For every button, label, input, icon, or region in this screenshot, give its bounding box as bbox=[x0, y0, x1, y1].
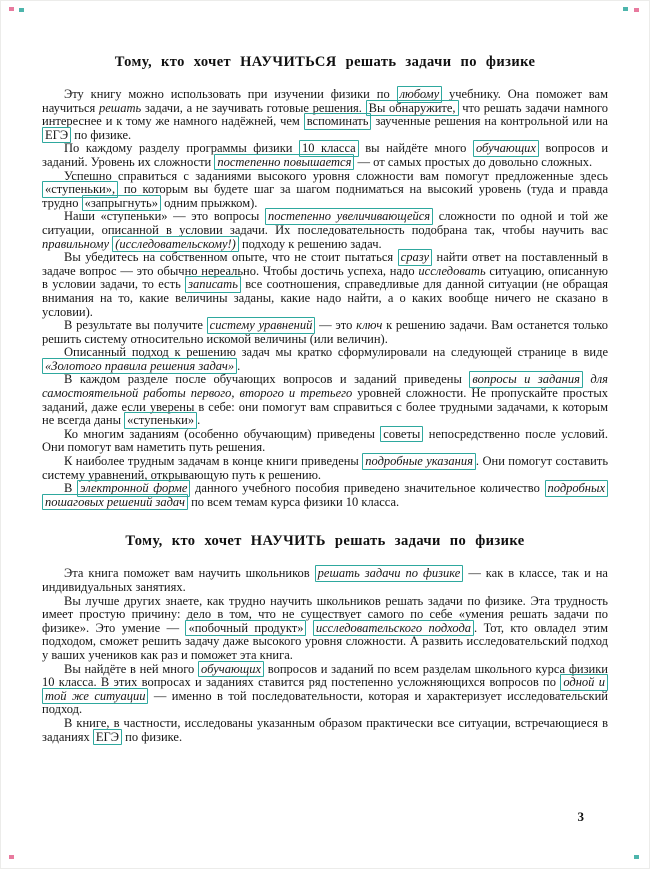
text-segment: В bbox=[64, 481, 77, 496]
text-segment bbox=[306, 621, 312, 635]
text-segment: все соотношения, справедливые для данной ситуации (не обращая внимания на то, какие величины заданы, какие надо найти, а о каких вообще ничего не сказано в условии). bbox=[42, 277, 608, 319]
text-segment: ситуацию, описанную в условии задачи, то есть bbox=[42, 263, 609, 292]
text-segment: исследовать bbox=[418, 263, 486, 278]
paragraph bbox=[42, 88, 608, 142]
text-segment: Эту книгу можно использовать при изучении физики по bbox=[64, 87, 397, 101]
text-segment: Наши «ступеньки» — это вопросы bbox=[64, 209, 265, 224]
text-segment: что решать задачи намного интереснее и к тому же намного надёжней, чем bbox=[42, 100, 608, 129]
text-segment: уровней сложности. Не пропускайте простых заданий, даже если уверены в себе: они помогут вам справиться с более трудными задачами, к которым не всегда даны bbox=[42, 386, 608, 428]
highlight-box: сразу bbox=[398, 249, 432, 266]
highlight-box: постепенно повышается bbox=[214, 154, 354, 171]
text-segment: — как в классе, так и на индивидуальных занятиях. bbox=[42, 566, 608, 594]
text-segment: Описанный подход к решению задач мы кратко сформулировали на следующей странице в виде bbox=[64, 345, 608, 360]
text-segment: . Они помогут составить систему уравнений, открывающую путь к решению. bbox=[42, 454, 609, 482]
paragraph bbox=[42, 455, 608, 482]
highlight-box: «Золотого правила решения задач» bbox=[42, 358, 237, 375]
text-segment: Ко многим заданиям (особенно обучающим) приведены bbox=[64, 426, 381, 441]
page-number: 3 bbox=[577, 809, 584, 824]
paragraph bbox=[42, 319, 608, 346]
highlight-box: ЕГЭ bbox=[93, 729, 122, 746]
highlight-box: записать bbox=[185, 276, 241, 293]
highlight-box: постепенно увеличивающейся bbox=[265, 208, 433, 225]
text-segment: Вы убедитесь на собственном опыте, что не стоит пытаться bbox=[64, 250, 398, 265]
paragraph bbox=[42, 595, 608, 663]
text-segment: к решению задачи. Вам останется только решить систему относительно искомой величины (или величин). bbox=[42, 318, 608, 346]
text-segment: по которым вы будете шаг за шагом подниматься на высокий уровень (туда и правда трудно bbox=[42, 182, 608, 210]
text-segment: В книге, в частности, исследованы указанным образом практически все ситуации, встречающиеся в заданиях bbox=[42, 715, 608, 744]
corner-mark bbox=[634, 855, 639, 859]
highlight-box: «ступеньки», bbox=[42, 181, 118, 198]
paragraph bbox=[42, 170, 608, 211]
highlight-box: (исследовательскому!) bbox=[112, 236, 239, 253]
section-heading: Тому, кто хочет НАУЧИТЬ решать задачи по физике bbox=[125, 533, 525, 550]
text-segment: — именно в той последовательности, которая и характеризует исследовательский подход. bbox=[42, 688, 608, 717]
corner-mark bbox=[634, 8, 639, 12]
text-segment: найти ответ на поставленный в задаче вопрос — это обычно нереально. Чтобы достичь успеха, надо bbox=[42, 250, 609, 278]
section-heading: Тому, кто хочет НАУЧИТЬСЯ решать задачи по физике bbox=[114, 54, 536, 70]
text-segment: сложности по одной и той же ситуации, описанной в условии задачи. Их последовательность подобрана так, чтобы научить вас bbox=[42, 209, 608, 237]
highlight-box: 10 класса bbox=[299, 140, 359, 157]
highlight-box: одной и той же ситуации bbox=[42, 674, 608, 704]
text-segment: По каждому разделу программы физики bbox=[64, 141, 299, 156]
text-segment: одним прыжком). bbox=[160, 195, 258, 210]
corner-mark bbox=[9, 7, 14, 11]
highlight-box: ЕГЭ bbox=[42, 127, 71, 144]
text-segment: по всем темам курса физики 10 класса. bbox=[187, 494, 400, 509]
highlight-box: любому bbox=[397, 86, 443, 103]
highlight-box: исследовательского подхода bbox=[313, 620, 474, 637]
paragraph bbox=[42, 251, 608, 319]
paragraph bbox=[42, 482, 608, 509]
text-segment: вы найдёте много bbox=[358, 141, 473, 156]
text-segment: подходу к решению задач. bbox=[238, 236, 382, 251]
highlight-box: вопросы и задания bbox=[469, 371, 583, 388]
text-segment: . bbox=[197, 413, 201, 428]
text-segment: — от самых простых до довольно сложных. bbox=[354, 154, 593, 169]
text-segment: Эта книга поможет вам научить школьников bbox=[64, 566, 315, 581]
highlight-box: систему уравнений bbox=[207, 317, 316, 334]
text-segment: по физике. bbox=[71, 127, 132, 142]
text-segment: . bbox=[237, 358, 241, 373]
sections-container bbox=[42, 54, 608, 744]
text-segment: данного учебного пособия приведено значительное количество bbox=[190, 481, 545, 496]
highlight-box: советы bbox=[380, 426, 423, 443]
paragraph bbox=[42, 567, 608, 594]
text-segment: вопросов и заданий. Уровень их сложности bbox=[42, 141, 609, 169]
text-segment: по физике. bbox=[122, 729, 183, 744]
text-segment: вопросов и заданий по всем разделам школьного курса физики 10 класса. В этих вопросах и заданиях ставится ряд постепенно усложняющихся вопросов по bbox=[42, 661, 608, 690]
highlight-box: решать задачи по физике bbox=[315, 565, 464, 582]
highlight-box: «ступеньки» bbox=[124, 412, 197, 429]
text-segment: заученные решения на контрольной или на bbox=[371, 114, 608, 129]
text-segment: В каждом разделе после обучающих вопросов и заданий приведены bbox=[64, 372, 470, 387]
text-segment: — это bbox=[315, 318, 357, 333]
text-segment: непосредственно после условий. Они помогут вам наметить путь решения. bbox=[42, 426, 608, 455]
text-segment: Вы найдёте в ней много bbox=[64, 661, 198, 676]
text-segment: Успешно справиться с заданиями высокого уровня сложности вам помогут предложенные здесь bbox=[64, 168, 608, 183]
text-segment: правильному bbox=[42, 236, 110, 251]
highlight-box: Вы обнаружите, bbox=[366, 100, 459, 117]
highlight-box: «запрыгнуть» bbox=[82, 195, 161, 212]
text-segment: В результате вы получите bbox=[64, 318, 207, 333]
paragraph bbox=[42, 717, 608, 744]
highlight-box: электронной форме bbox=[77, 480, 190, 497]
text-segment: ключ bbox=[356, 318, 383, 333]
page-content bbox=[42, 54, 608, 744]
paragraph bbox=[42, 210, 608, 251]
text-segment: . Тот, кто овладел этим подходом, сможет решить задачу даже высокого уровня сложности. А развить исследовательский подход у ваших учеников как раз и поможет эта книга. bbox=[42, 620, 608, 662]
corner-mark bbox=[623, 7, 628, 11]
corner-mark bbox=[19, 8, 24, 12]
highlight-box: подробные указания bbox=[362, 453, 476, 470]
highlight-box: подробных пошаговых решений задач bbox=[42, 480, 608, 510]
highlight-box: обучающих bbox=[473, 140, 539, 157]
corner-mark bbox=[9, 855, 14, 859]
text-segment: задачи, а не заучивать готовые решения. bbox=[141, 100, 366, 115]
paragraph bbox=[42, 373, 608, 427]
text-segment: учебнику. Она поможет вам научиться bbox=[42, 87, 608, 115]
text-segment: К наиболее трудным задачам в конце книги приведены bbox=[64, 454, 363, 469]
text-segment: решать bbox=[99, 100, 142, 115]
highlight-box: обучающих bbox=[198, 661, 264, 678]
paragraph bbox=[42, 346, 608, 373]
text-segment: для самостоятельной работы первого, второго и третьего bbox=[42, 372, 608, 401]
paragraph bbox=[42, 663, 608, 717]
paragraph bbox=[42, 142, 608, 169]
text-segment: Вы лучше других знаете, как трудно научить школьников решать задачи по физике. Эта трудность имеет простую причину: дело в том, что не существует самого по себе «умения решать задачи по физике». Это умение — bbox=[42, 593, 608, 635]
paragraph bbox=[42, 428, 608, 455]
highlight-box: вспоминать bbox=[304, 113, 372, 130]
highlight-box: «побочный продукт» bbox=[185, 620, 306, 637]
